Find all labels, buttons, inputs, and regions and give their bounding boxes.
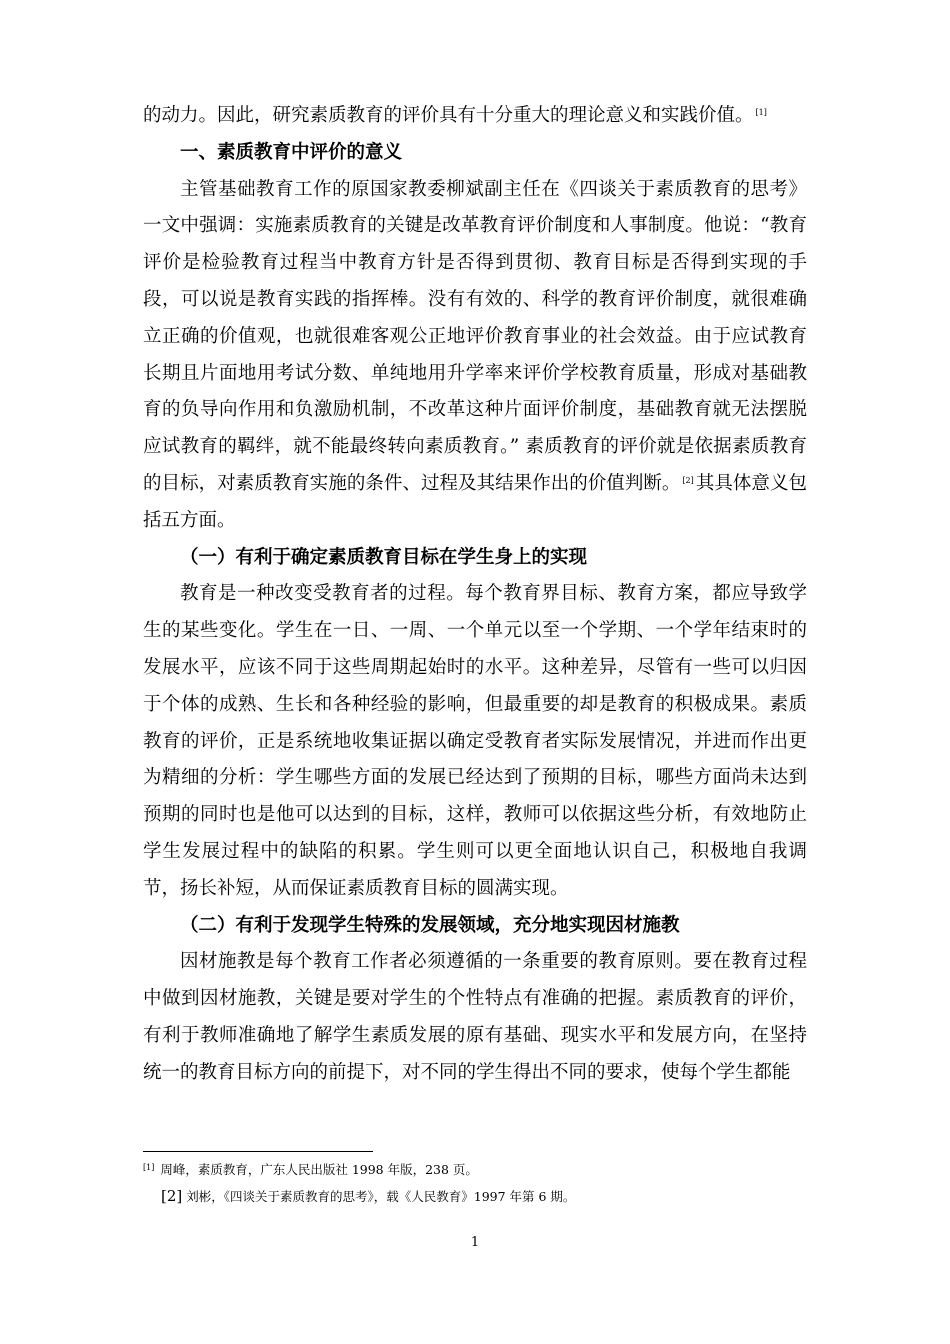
section-heading: 一、素质教育中评价的意义 [180, 141, 403, 163]
body-paragraph [143, 576, 807, 907]
body-paragraph [143, 172, 807, 540]
page-number: 1 [470, 1235, 480, 1250]
paragraph-text: 教育是一种改变受教育者的过程。每个教育界目标、教育方案，都应导致学生的某些变化。学生在一日、一周、一个单元以至一个学期、一个学年结束时的发展水平，应该不同于这些周期起始时的水平。这种差异，尽管有一些可以归因于个体的成熟、生长和各种经验的影响，但最重要的却是教育的积极成果。素质教育的评价，正是系统地收集证据以确定受教育者实际发展情况，并进而作出更为精细的分析：学生哪些方面的发展已经达到了预期的目标，哪些方面尚未达到预期的同时也是他可以达到的目标，这样，教师可以依据这些分析，有效地防止学生发展过程中的缺陷的积累。学生则可以更全面地认识自己，积极地自我调节，扬长补短，从而保证素质教育目标的圆满实现。 [143, 583, 807, 899]
footnote-1-number: [1] [143, 1163, 155, 1172]
footnote-reference[interactable]: [2] [682, 475, 694, 485]
footnote-reference[interactable]: [1] [755, 108, 767, 117]
section-heading: （一）有利于确定素质教育目标在学生身上的实现 [180, 546, 588, 568]
footnote-2-number: [2] [161, 1187, 183, 1205]
footnote-2 [161, 1187, 575, 1206]
body-text [143, 98, 807, 1092]
body-paragraph [143, 944, 807, 1091]
body-paragraph [143, 98, 807, 135]
footnote-1-text: 周峰，素质教育，广东人民出版社 1998 年版，238 页。 [160, 1162, 478, 1177]
paragraph-text: 因材施教是每个教育工作者必须遵循的一条重要的教育原则。要在教育过程中做到因材施教，关键是要对学生的个性特点有准确的把握。素质教育的评价，有利于教师准确地了解学生素质发展的原有基础、现实水平和发展方向，在坚持统一的教育目标方向的前提下，对不同的学生得出不同的要求，使每个学生都能 [143, 951, 807, 1083]
paragraph-text-continued: 其具体意义包括五方面。 [143, 472, 807, 531]
section-heading: （二）有利于发现学生特殊的发展领域，充分地实现因材施教 [180, 914, 680, 936]
footnote-1 [143, 1159, 478, 1179]
paragraph-text: 的动力。因此，研究素质教育的评价具有十分重大的理论意义和实践价值。 [143, 105, 754, 126]
footnote-divider [143, 1151, 373, 1152]
footnote-2-text: 刘彬，《四谈关于素质教育的思考》，载《人民教育》1997 年第 6 期。 [186, 1189, 576, 1204]
paragraph-text: 主管基础教育工作的原国家教委柳斌副主任在《四谈关于素质教育的思考》一文中强调：实施素质教育的关键是改革教育评价制度和人事制度。他说：“教育评价是检验教育过程当中教育方针是否得到贯彻、教育目标是否得到实现的手段，可以说是教育实践的指挥棒。没有有效的、科学的教育评价制度，就很难确立正确的价值观，也就很难客观公正地评价教育事业的社会效益。由于应试教育长期且片面地用考试分数、单纯地用升学率来评价学校教育质量，形成对基础教育的负导向作用和负激励机制，不改革这种片面评价制度，基础教育就无法摆脱应试教育的羁绊，就不能最终转向素质教育。” 素质教育的评价就是依据素质教育的目标，对素质教育实施的条件、过程及其结果作出的价值判断。 [143, 178, 807, 494]
